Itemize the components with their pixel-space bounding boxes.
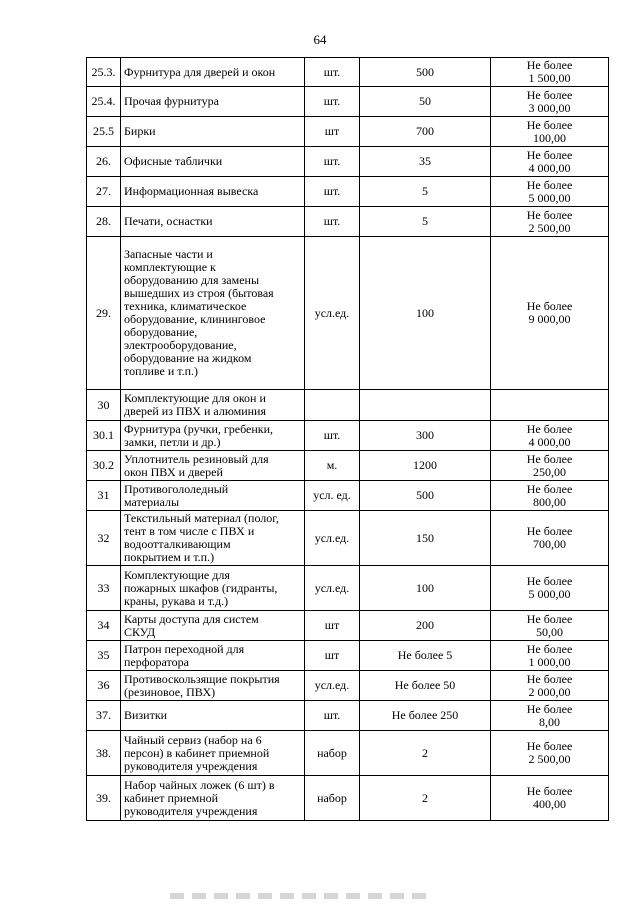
item-quantity: 5: [360, 207, 491, 237]
item-price: Не более 400,00: [491, 776, 609, 821]
item-name: Текстильный материал (полог, тент в том числе с ПВХ и водоотталкивающим покрытием и т.п.): [121, 511, 305, 566]
table-row: [87, 421, 609, 451]
table-row: [87, 58, 609, 87]
row-number: 35: [87, 641, 121, 671]
table-row: [87, 147, 609, 177]
item-quantity: 2: [360, 776, 491, 821]
item-name: Патрон переходной для перфоратора: [121, 641, 305, 671]
item-unit: м.: [305, 451, 360, 481]
item-unit: шт.: [305, 58, 360, 87]
item-name: Карты доступа для систем СКУД: [121, 611, 305, 641]
table-row: [87, 566, 609, 611]
item-quantity: [360, 390, 491, 421]
row-number: 25.4.: [87, 87, 121, 117]
item-unit: шт.: [305, 421, 360, 451]
item-quantity: 35: [360, 147, 491, 177]
item-quantity: 100: [360, 566, 491, 611]
item-unit: усл.ед.: [305, 237, 360, 390]
row-number: 32: [87, 511, 121, 566]
item-quantity: Не более 5: [360, 641, 491, 671]
row-number: 33: [87, 566, 121, 611]
item-quantity: 700: [360, 117, 491, 147]
item-unit: шт.: [305, 147, 360, 177]
item-quantity: Не более 250: [360, 701, 491, 731]
item-price: Не более 4 000,00: [491, 421, 609, 451]
table-row: [87, 117, 609, 147]
page-number: 64: [313, 32, 327, 47]
item-price: Не более 50,00: [491, 611, 609, 641]
item-unit: набор: [305, 776, 360, 821]
table-row: [87, 451, 609, 481]
item-price: Не более 2 500,00: [491, 207, 609, 237]
row-number: 28.: [87, 207, 121, 237]
row-number: 38.: [87, 731, 121, 776]
item-name: Комплектующие для пожарных шкафов (гидранты, краны, рукава и т.д.): [121, 566, 305, 611]
item-price: Не более 3 000,00: [491, 87, 609, 117]
item-name: Уплотнитель резиновый для окон ПВХ и дверей: [121, 451, 305, 481]
item-name: Фурнитура для дверей и окон: [121, 58, 305, 87]
scan-artifact: [170, 893, 430, 899]
item-unit: шт.: [305, 207, 360, 237]
table-row: [87, 207, 609, 237]
table-row: [87, 701, 609, 731]
item-unit: шт: [305, 117, 360, 147]
row-number: 39.: [87, 776, 121, 821]
table-row: [87, 776, 609, 821]
row-number: 25.3.: [87, 58, 121, 87]
table-row: [87, 731, 609, 776]
item-quantity: 300: [360, 421, 491, 451]
procurement-table: [86, 57, 609, 821]
item-name: Набор чайных ложек (6 шт) в кабинет приемной руководителя учреждения: [121, 776, 305, 821]
item-quantity: 200: [360, 611, 491, 641]
item-price: Не более 5 000,00: [491, 566, 609, 611]
table-row: [87, 611, 609, 641]
item-quantity: 500: [360, 481, 491, 511]
item-name: Информационная вывеска: [121, 177, 305, 207]
item-name: Запасные части и комплектующие к оборудованию для замены вышедших из строя (бытовая техника, климатическое оборудование, клининговое оборудование, электрооборудование, оборудование на жидком топливе и т.п.): [121, 237, 305, 390]
item-name: Бирки: [121, 117, 305, 147]
item-name: Комплектующие для окон и дверей из ПВХ и алюминия: [121, 390, 305, 421]
item-unit: усл.ед.: [305, 671, 360, 701]
row-number: 30: [87, 390, 121, 421]
item-name: Визитки: [121, 701, 305, 731]
item-price: Не более 2 500,00: [491, 731, 609, 776]
row-number: 34: [87, 611, 121, 641]
table-row: [87, 511, 609, 566]
table-row: [87, 87, 609, 117]
item-name: Противогололедный материалы: [121, 481, 305, 511]
item-unit: шт.: [305, 701, 360, 731]
item-quantity: 2: [360, 731, 491, 776]
item-price: Не более 9 000,00: [491, 237, 609, 390]
item-unit: усл.ед.: [305, 511, 360, 566]
item-price: Не более 5 000,00: [491, 177, 609, 207]
row-number: 37.: [87, 701, 121, 731]
item-price: Не более 4 000,00: [491, 147, 609, 177]
item-price: Не более 700,00: [491, 511, 609, 566]
row-number: 27.: [87, 177, 121, 207]
item-quantity: 1200: [360, 451, 491, 481]
item-name: Чайный сервиз (набор на 6 персон) в кабинет приемной руководителя учреждения: [121, 731, 305, 776]
item-name: Печати, оснастки: [121, 207, 305, 237]
table-row: [87, 237, 609, 390]
item-price: Не более 2 000,00: [491, 671, 609, 701]
item-price: Не более 8,00: [491, 701, 609, 731]
item-quantity: 5: [360, 177, 491, 207]
row-number: 29.: [87, 237, 121, 390]
table-body: [87, 58, 609, 821]
table-row: [87, 641, 609, 671]
table-row: [87, 481, 609, 511]
item-quantity: 500: [360, 58, 491, 87]
item-unit: набор: [305, 731, 360, 776]
item-price: [491, 390, 609, 421]
item-name: Прочая фурнитура: [121, 87, 305, 117]
row-number: 30.1: [87, 421, 121, 451]
item-unit: усл.ед.: [305, 566, 360, 611]
item-quantity: 150: [360, 511, 491, 566]
item-unit: шт.: [305, 177, 360, 207]
item-unit: усл. ед.: [305, 481, 360, 511]
item-name: Противоскользящие покрытия (резиновое, ПВХ): [121, 671, 305, 701]
row-number: 31: [87, 481, 121, 511]
item-unit: шт: [305, 641, 360, 671]
table-row: [87, 671, 609, 701]
item-name: Фурнитура (ручки, гребенки, замки, петли и др.): [121, 421, 305, 451]
row-number: 36: [87, 671, 121, 701]
item-unit: [305, 390, 360, 421]
item-price: Не более 800,00: [491, 481, 609, 511]
row-number: 30.2: [87, 451, 121, 481]
item-quantity: 100: [360, 237, 491, 390]
item-price: Не более 100,00: [491, 117, 609, 147]
item-quantity: 50: [360, 87, 491, 117]
item-unit: шт: [305, 611, 360, 641]
item-price: Не более 1 000,00: [491, 641, 609, 671]
item-name: Офисные таблички: [121, 147, 305, 177]
item-unit: шт.: [305, 87, 360, 117]
row-number: 25.5: [87, 117, 121, 147]
item-price: Не более 250,00: [491, 451, 609, 481]
row-number: 26.: [87, 147, 121, 177]
item-price: Не более 1 500,00: [491, 58, 609, 87]
table-row: [87, 390, 609, 421]
item-quantity: Не более 50: [360, 671, 491, 701]
table-row: [87, 177, 609, 207]
